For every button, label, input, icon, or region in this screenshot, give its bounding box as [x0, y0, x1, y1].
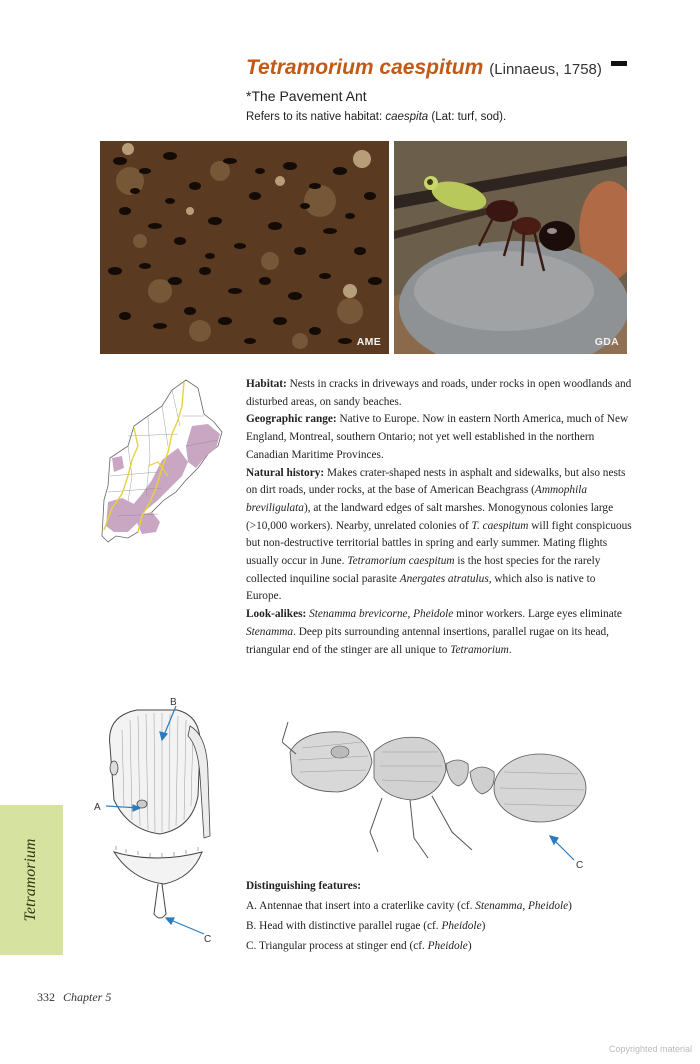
features-title: Distinguishing features:	[246, 880, 361, 892]
photo-credit: AME	[356, 336, 381, 348]
ant-larva-photo-image	[394, 141, 627, 354]
ant-colony-photo-image	[100, 141, 389, 354]
photo-ant-carrying-larva	[394, 141, 627, 354]
range-map-new-england	[98, 376, 226, 548]
genus-tab-label: Tetramorium	[22, 838, 39, 922]
figure-label-c-gaster: C	[576, 860, 584, 871]
natural-history-paragraph: Natural history: Makes crater-shaped nests in asphalt and sidewalks, but also nests on dirt roads, under rocks, at the base of American Beachgrass (Ammophila breviligulata), at the landward edges of salt marshes. Monogynous colonies large (>10,000 workers). Nearby, unrelated colonies of T. caespitum will fight conspicuous but non-destructive territorial battles in spring and early summer. Mating flights usually occur in June. Tetramorium caespitum is the host species for the rarely collected inquiline social parasite Anergates atratulus, which also is native to Europe.	[246, 466, 632, 603]
species-name: Tetramorium caespitum	[246, 56, 484, 79]
look-alikes-paragraph: Look-alikes: Stenamma brevicorne, Pheidole minor workers. Large eyes eliminate Stenamma. Deep pits surrounding antennal insertions, parallel rugae on its head, triangular end of the stinger are all unique to Tetramorium.	[246, 608, 622, 656]
page-footer	[37, 990, 111, 1005]
photo-credit: GDA	[594, 336, 619, 348]
feature-c: C. Triangular process at stinger end (cf. Pheidole)	[246, 940, 472, 952]
page-number: 332	[37, 990, 55, 1004]
species-account-text	[246, 376, 632, 659]
figure-label-b: B	[170, 697, 177, 708]
copyright-watermark: Copyrighted material	[608, 1044, 692, 1054]
species-author: (Linnaeus, 1758)	[489, 61, 602, 78]
habitat-paragraph: Habitat: Nests in cracks in driveways and roads, under rocks in open woodlands and disturbed areas, on sandy beaches.	[246, 378, 632, 408]
geographic-range-paragraph: Geographic range: Native to Europe. Now in eastern North America, much of New England, Montreal, southern Ontario; not yet well established in the northern Canadian Maritime Provinces.	[246, 413, 629, 461]
figure-label-a: A	[94, 802, 101, 813]
etymology: Refers to its native habitat: caespita (Lat: turf, sod).	[246, 111, 507, 123]
distinguishing-features	[246, 876, 646, 956]
thumb-index-mark	[611, 61, 627, 66]
chapter-label: Chapter 5	[63, 990, 112, 1004]
photo-ant-colony	[100, 141, 389, 354]
figure-label-c-stinger: C	[204, 934, 212, 945]
common-name: *The Pavement Ant	[246, 88, 367, 104]
feature-a: A. Antennae that insert into a craterlike cavity (cf. Stenamma, Pheidole)	[246, 900, 572, 912]
feature-b: B. Head with distinctive parallel rugae (cf. Pheidole)	[246, 920, 486, 932]
ant-profile-drawing	[282, 712, 602, 872]
species-title	[246, 56, 602, 80]
head-and-stinger-drawing	[92, 696, 222, 946]
